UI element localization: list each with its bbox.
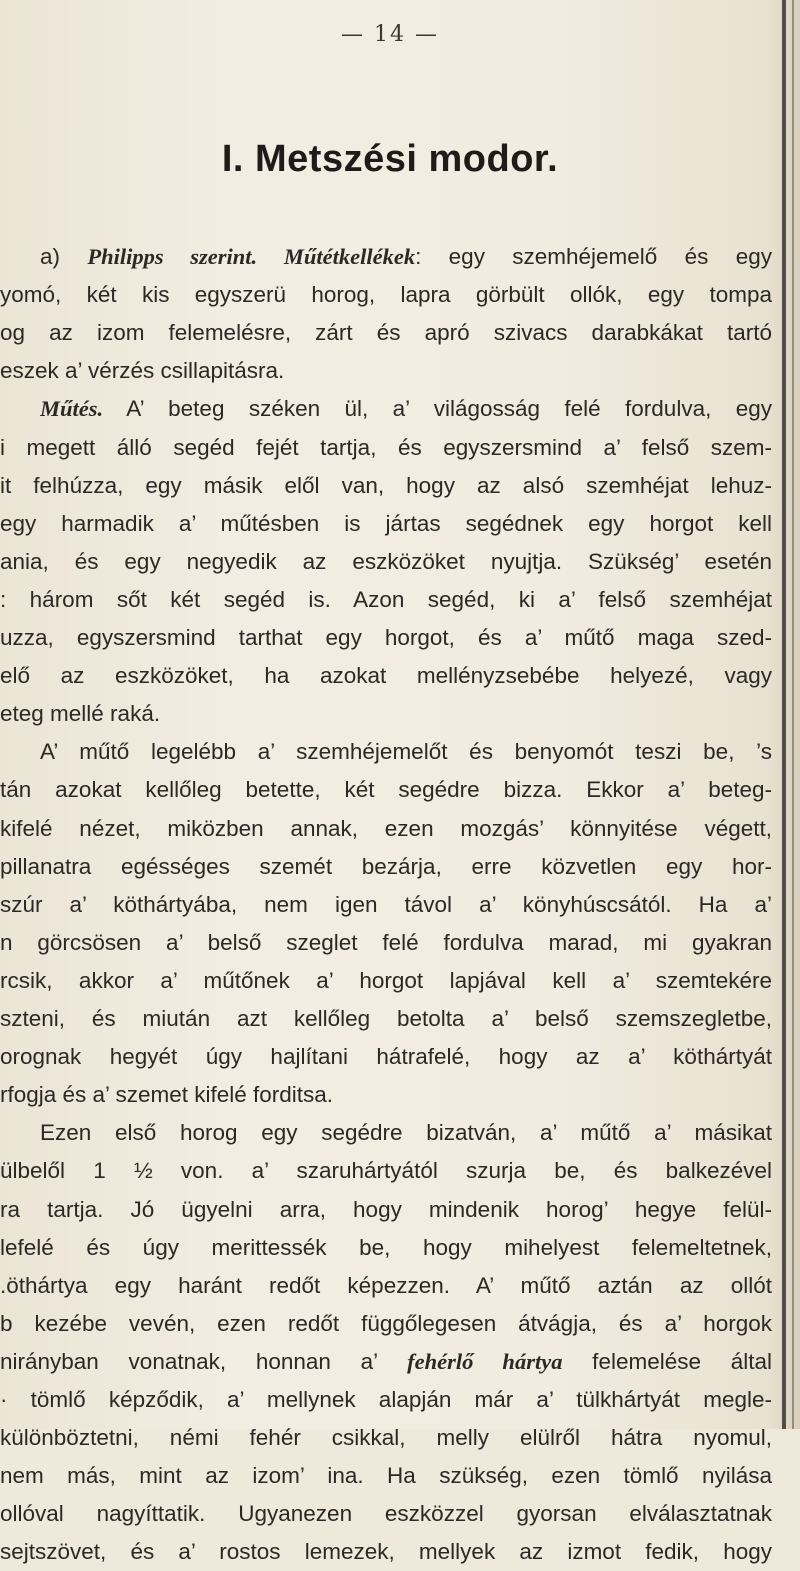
- text-run: különböztetni, némi fehér csikkal, melly elülről hátra nyomul,: [0, 1425, 772, 1451]
- text-run: elő az eszközöket, ha azokat mellényzsebébe helyezé, vagy: [0, 663, 772, 689]
- text-run: i megett álló segéd fejét tartja, és egyszersmind a’ felső szem-: [0, 434, 772, 460]
- text-run: szteni, és miután azt kellőleg betolta a’ belső szemszegletbe,: [0, 1006, 772, 1031]
- italic-term: Műtés.: [40, 396, 104, 422]
- text-line: [40, 1114, 772, 1152]
- text-run: kifelé nézet, miközben annak, ezen mozgás’ könnyitése végett,: [0, 815, 772, 841]
- text-run: uzza, egyszersmind tarthat egy horgot, és a’ műtő maga szed-: [0, 625, 772, 650]
- page-edge-shadow: [792, 0, 794, 1429]
- text-line: [0, 1076, 772, 1114]
- text-line: [0, 467, 772, 505]
- text-line: [0, 429, 772, 467]
- text-line: [0, 886, 772, 924]
- text-run: rfogja és a’ szemet kifelé forditsa.: [0, 1082, 334, 1108]
- page-number: — 14 —: [341, 22, 439, 47]
- text-line: [0, 1305, 772, 1343]
- text-line: [0, 581, 772, 619]
- text-line: [40, 733, 772, 771]
- text-run: yomó, két kis egyszerü horog, lapra görbült ollók, egy tompa: [0, 282, 772, 308]
- text-line: [0, 848, 772, 886]
- text-run: · tömlő képződik, a’ mellynek alapján már a’ tülkhártyát megle-: [0, 1387, 772, 1412]
- text-run: pillanatra egésséges szemét bezárja, erre közvetlen egy hor-: [0, 853, 772, 879]
- text-line: [0, 962, 772, 1000]
- text-run: eteg mellé raká.: [0, 701, 161, 727]
- text-line: [0, 657, 772, 695]
- text-run: rcsik, akkor a’ műtőnek a’ horgot lapjával kell a’ szemtekére: [0, 967, 772, 993]
- text-run: b kezébe vevén, ezen redőt függőlegesen átvágja, és a’ horgok: [0, 1310, 772, 1336]
- text-line: [0, 1038, 772, 1076]
- text-run: : egy szemhéjemelő és egy: [415, 244, 772, 269]
- italic-term: fehérlő hártya: [407, 1348, 563, 1374]
- text-run: nem más, mint az izom’ ina. Ha szükség, ezen tömlő nyilása: [0, 1463, 772, 1489]
- text-line: [0, 1343, 772, 1381]
- text-line: [0, 352, 772, 390]
- text-run: : három sőt két segéd is. Azon segéd, ki a’ felső szemhéjat: [0, 586, 772, 612]
- text-line: [0, 314, 772, 352]
- page-binding-edge: [782, 0, 786, 1429]
- text-line: [0, 695, 772, 733]
- text-run: ülbelől 1 ½ von. a’ szaruhártyától szurja be, és balkezével: [0, 1158, 772, 1184]
- text-line: [0, 1419, 772, 1457]
- text-run: orognak hegyét úgy hajlítani hátrafelé, hogy az a’ köthártyát: [0, 1044, 772, 1070]
- text-run: eszek a’ vérzés csillapitásra.: [0, 358, 285, 384]
- text-line: [40, 238, 772, 276]
- text-line: [0, 1495, 772, 1533]
- text-run: .öthártya egy haránt redőt képezzen. A’ műtő aztán az ollót: [0, 1272, 772, 1298]
- text-line: [0, 1457, 772, 1495]
- text-line: [0, 1381, 772, 1419]
- text-run: a): [40, 244, 88, 269]
- text-run: felemelése által: [562, 1348, 772, 1374]
- text-line: [0, 1533, 772, 1571]
- text-run: Ezen első horog egy segédre bizatván, a’ műtő a’ másikat: [40, 1120, 772, 1146]
- text-line: [0, 810, 772, 848]
- text-run: A’ műtő legelébb a’ szemhéjemelőt és benyomót teszi be, ’s: [40, 739, 772, 765]
- italic-term: Philipps szerint. Műtétkellékek: [87, 244, 416, 269]
- text-run: ra tartja. Jó ügyelni arra, hogy mindenik horog’ hegye felül-: [0, 1196, 772, 1222]
- text-run: it felhúzza, egy másik elől van, hogy az alsó szemhéjat lehuz-: [0, 472, 772, 498]
- text-run: nirányban vonatnak, honnan a’: [0, 1348, 408, 1374]
- text-run: ollóval nagyíttatik. Ugyanezen eszközzel gyorsan elválasztatnak: [0, 1501, 772, 1527]
- text-line: [0, 276, 772, 314]
- text-line: [0, 543, 772, 581]
- text-run: sejtszövet, és a’ rostos lemezek, mellyek az izmot fedik, hogy: [0, 1539, 772, 1565]
- text-run: n görcsösen a’ belső szeglet felé fordulva marad, mi gyakran: [0, 929, 772, 955]
- text-line: [0, 1000, 772, 1038]
- section-heading: I. Metszési modor.: [221, 138, 559, 180]
- text-run: lefelé és úgy merittessék be, hogy mihelyest felemeltetnek,: [0, 1234, 772, 1260]
- text-run: egy harmadik a’ műtésben is jártas segédnek egy horgot kell: [0, 510, 772, 536]
- text-line: [0, 771, 772, 809]
- text-line: [0, 619, 772, 657]
- text-line: [0, 1229, 772, 1267]
- text-run: ania, és egy negyedik az eszközöket nyujtja. Szükség’ esetén: [0, 548, 772, 574]
- text-line: [0, 505, 772, 543]
- text-run: A’ beteg széken ül, a’ világosság felé fordulva, egy: [103, 396, 772, 422]
- text-line: [0, 1152, 772, 1190]
- text-line: [40, 390, 772, 428]
- text-run: og az izom felemelésre, zárt és apró szivacs darabkákat tartó: [0, 320, 772, 346]
- text-run: tán azokat kellőleg betette, két segédre bizza. Ekkor a’ beteg-: [0, 777, 772, 803]
- text-line: [0, 1191, 772, 1229]
- text-run: szúr a’ köthártyába, nem igen távol a’ könyhúscsától. Ha a’: [0, 891, 772, 917]
- text-line: [0, 1267, 772, 1305]
- text-line: [0, 924, 772, 962]
